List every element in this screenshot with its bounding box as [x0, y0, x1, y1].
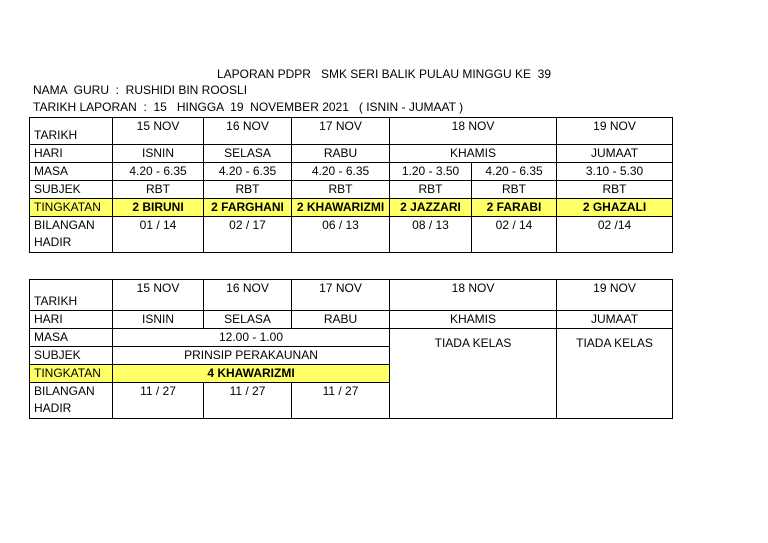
no-class-text: TIADA KELAS — [434, 336, 512, 350]
day-cell: SELASA — [204, 145, 292, 163]
attendance-cell: 08 / 13 — [390, 217, 472, 253]
class-cell: 2 KHAWARIZMI — [292, 199, 390, 217]
subject-cell: RBT — [390, 181, 472, 199]
no-class-cell — [557, 329, 673, 419]
day-cell: KHAMIS — [390, 311, 557, 329]
time-cell: 4.20 - 6.35 — [113, 163, 204, 181]
attendance-cell: 11 / 27 — [292, 383, 390, 419]
attendance-cell: 06 / 13 — [292, 217, 390, 253]
label-bilangan: BILANGAN — [34, 384, 95, 398]
label-tingkatan: TINGKATAN — [30, 199, 113, 217]
label-hari: HARI — [30, 145, 113, 163]
date-cell: 19 NOV — [557, 280, 673, 311]
label-hadir: HADIR — [34, 401, 72, 415]
time-cell: 4.20 - 6.35 — [472, 163, 557, 181]
label-bilangan-hadir — [30, 383, 113, 419]
label-bilangan-hadir — [30, 217, 113, 253]
subject-cell: RBT — [113, 181, 204, 199]
attendance-cell: 02 / 17 — [204, 217, 292, 253]
date-cell: 19 NOV — [557, 118, 673, 145]
day-cell: SELASA — [204, 311, 292, 329]
date-cell: 16 NOV — [204, 280, 292, 311]
class-cell: 2 GHAZALI — [557, 199, 673, 217]
label-bilangan: BILANGAN — [34, 218, 95, 232]
attendance-cell: 11 / 27 — [204, 383, 292, 419]
subject-cell: RBT — [557, 181, 673, 199]
label-subjek: SUBJEK — [30, 181, 113, 199]
no-class-cell — [390, 329, 557, 419]
date-cell: 17 NOV — [292, 280, 390, 311]
class-cell: 2 FARGHANI — [204, 199, 292, 217]
date-cell: 16 NOV — [204, 118, 292, 145]
subject-cell: RBT — [472, 181, 557, 199]
day-cell: RABU — [292, 145, 390, 163]
label-tarikh: TARIKH — [30, 280, 113, 311]
date-cell: 17 NOV — [292, 118, 390, 145]
day-cell: ISNIN — [113, 145, 204, 163]
label-masa: MASA — [30, 329, 113, 347]
label-masa: MASA — [30, 163, 113, 181]
label-hadir: HADIR — [34, 235, 72, 249]
subject-cell: RBT — [204, 181, 292, 199]
label-subjek: SUBJEK — [30, 347, 113, 365]
class-cell: 2 JAZZARI — [390, 199, 472, 217]
day-cell: KHAMIS — [390, 145, 557, 163]
report-date: TARIKH LAPORAN : 15 HINGGA 19 NOVEMBER 2021 ( ISNIN - JUMAAT ) — [33, 100, 464, 114]
attendance-cell: 02 /14 — [557, 217, 673, 253]
time-cell: 4.20 - 6.35 — [292, 163, 390, 181]
time-cell: 12.00 - 1.00 — [113, 329, 390, 347]
time-cell: 4.20 - 6.35 — [204, 163, 292, 181]
day-cell: JUMAAT — [557, 311, 673, 329]
class-cell: 2 BIRUNI — [113, 199, 204, 217]
date-cell: 18 NOV — [390, 280, 557, 311]
schedule-table-1 — [29, 117, 673, 253]
class-cell: 2 FARABI — [472, 199, 557, 217]
label-tingkatan: TINGKATAN — [30, 365, 113, 383]
attendance-cell: 02 / 14 — [472, 217, 557, 253]
subject-cell: RBT — [292, 181, 390, 199]
label-hari: HARI — [30, 311, 113, 329]
attendance-cell: 01 / 14 — [113, 217, 204, 253]
day-cell: ISNIN — [113, 311, 204, 329]
date-cell: 15 NOV — [113, 280, 204, 311]
report-title: LAPORAN PDPR SMK SERI BALIK PULAU MINGGU KE 39 — [216, 67, 552, 81]
day-cell: JUMAAT — [557, 145, 673, 163]
teacher-name: NAMA GURU : RUSHIDI BIN ROOSLI — [33, 83, 248, 97]
no-class-text: TIADA KELAS — [576, 336, 653, 350]
subject-cell: PRINSIP PERAKAUNAN — [113, 347, 390, 365]
day-cell: RABU — [292, 311, 390, 329]
time-cell: 1.20 - 3.50 — [390, 163, 472, 181]
label-tarikh: TARIKH — [30, 118, 113, 145]
schedule-table-2 — [29, 279, 673, 419]
time-cell: 3.10 - 5.30 — [557, 163, 673, 181]
class-cell: 4 KHAWARIZMI — [113, 365, 390, 383]
date-cell: 15 NOV — [113, 118, 204, 145]
attendance-cell: 11 / 27 — [113, 383, 204, 419]
date-cell: 18 NOV — [390, 118, 557, 145]
